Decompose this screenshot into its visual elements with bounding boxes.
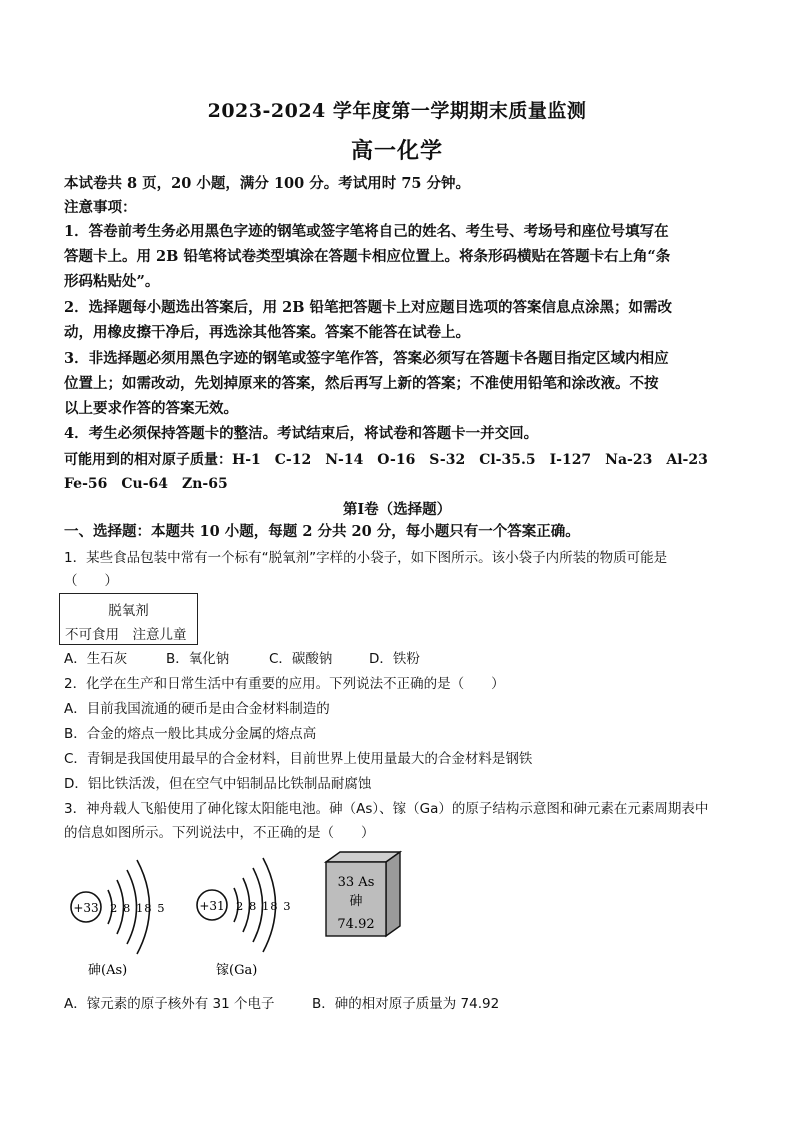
- q1-option-d: D．铁粉: [369, 651, 420, 667]
- q2-option-d: D．铝比铁活泼，但在空气中铝制品比铁制品耐腐蚀: [64, 776, 372, 792]
- ga-atom-diagram: [197, 858, 292, 978]
- as-electron-config: 2 8 18 5: [110, 901, 166, 915]
- ga-nucleus-charge: +31: [199, 899, 225, 913]
- q1-stem-line-1: 1．某些食品包装中常有一个标有“脱氧剂”字样的小袋子，如下图所示。该小袋子内所装的物质可能是: [64, 550, 668, 566]
- q2-option-b: B．合金的熔点一般比其成分金属的熔点高: [64, 726, 317, 742]
- q3-option-b: B．砷的相对原子质量为 74.92: [312, 996, 500, 1012]
- exam-subject: 高一化学: [350, 138, 443, 164]
- section-title: 第Ⅰ卷（选择题）: [342, 501, 452, 518]
- q3-stem-line-1: 3．神舟载人飞船使用了砷化镓太阳能电池。砷（As）、镓（Ga）的原子结构示意图和砷元素在元素周期表中: [64, 801, 709, 817]
- deoxidizer-label-title: 脱氧剂: [108, 603, 149, 619]
- deoxidizer-label-text: 不可食用 注意儿童: [65, 627, 187, 643]
- q2-option-c: C．青铜是我国使用最早的合金材料，目前世界上使用量最大的合金材料是钢铁: [64, 751, 533, 767]
- element-number-symbol: 33 As: [337, 875, 375, 890]
- atomic-masses-line-2: Fe-56 Cu-64 Zn-65: [64, 476, 228, 492]
- atomic-masses-line-1: 可能用到的相对原子质量：H-1 C-12 N-14 O-16 S-32 Cl-35.5 I-127 Na-23 Al-23: [64, 452, 708, 468]
- note-1-line-3: 形码粘贴处”。: [64, 273, 160, 290]
- note-2-line-2: 动，用橡皮擦干净后，再选涂其他答案。答案不能答在试卷上。: [64, 324, 470, 341]
- exam-summary: 本试卷共 8 页，20 小题，满分 100 分。考试用时 75 分钟。: [64, 175, 471, 192]
- section-instruction: 一、选择题：本题共 10 小题，每题 2 分共 20 分，每小题只有一个答案正确。: [64, 523, 580, 540]
- q1-option-a: A．生石灰: [64, 651, 128, 667]
- note-4-line-1: 4．考生必须保持答题卡的整洁。考试结束后，将试卷和答题卡一并交回。: [64, 425, 539, 442]
- exam-title: 2023-2024 学年度第一学期期末质量监测: [207, 100, 587, 122]
- q1-option-c: C．碳酸钠: [269, 651, 333, 667]
- q3-figure: [60, 850, 420, 982]
- note-1-line-1: 1．答卷前考生务必用黑色字迹的钢笔或签字笔将自己的姓名、考生号、考场号和座位号填写在: [64, 223, 669, 240]
- q2-stem: 2．化学在生产和日常生活中有重要的应用。下列说法不正确的是（ ）: [64, 676, 505, 692]
- ga-label: 镓(Ga): [216, 963, 258, 978]
- q3-options: [64, 994, 736, 1014]
- deoxidizer-label-box: [59, 593, 198, 645]
- q1-options: [64, 649, 736, 669]
- note-1-line-2: 答题卡上。用 2B 铅笔将试卷类型填涂在答题卡相应位置上。将条形码横贴在答题卡右上角“条: [64, 248, 671, 265]
- note-2-line-1: 2．选择题每小题选出答案后，用 2B 铅笔把答题卡上对应题目选项的答案信息点涂黑；如需改: [64, 299, 673, 316]
- element-name: 砷: [349, 894, 363, 909]
- q2-option-a: A．目前我国流通的硬币是由合金材料制造的: [64, 701, 330, 717]
- note-3-line-3: 以上要求作答的答案无效。: [64, 400, 238, 417]
- ga-electron-config: 2 8 18 3: [236, 899, 292, 913]
- q3-stem-line-2: 的信息如图所示。下列说法中，不正确的是（ ）: [64, 825, 375, 841]
- q1-option-b: B．氧化钠: [166, 651, 230, 667]
- q1-stem-line-2: （ ）: [64, 573, 118, 589]
- as-label: 砷(As): [88, 963, 128, 978]
- element-mass: 74.92: [337, 917, 375, 932]
- as-element-cube: [326, 852, 400, 936]
- as-atom-diagram: [71, 860, 166, 978]
- as-nucleus-charge: +33: [73, 901, 99, 915]
- note-3-line-1: 3．非选择题必须用黑色字迹的钢笔或签字笔作答，答案必须写在答题卡各题目指定区域内相应: [64, 350, 669, 367]
- note-3-line-2: 位置上；如需改动，先划掉原来的答案，然后再写上新的答案；不准使用铅笔和涂改液。不按: [64, 375, 659, 392]
- cube-side-face: [386, 852, 400, 936]
- notes-heading: 注意事项：: [64, 199, 137, 216]
- q3-option-a: A．镓元素的原子核外有 31 个电子: [64, 996, 275, 1012]
